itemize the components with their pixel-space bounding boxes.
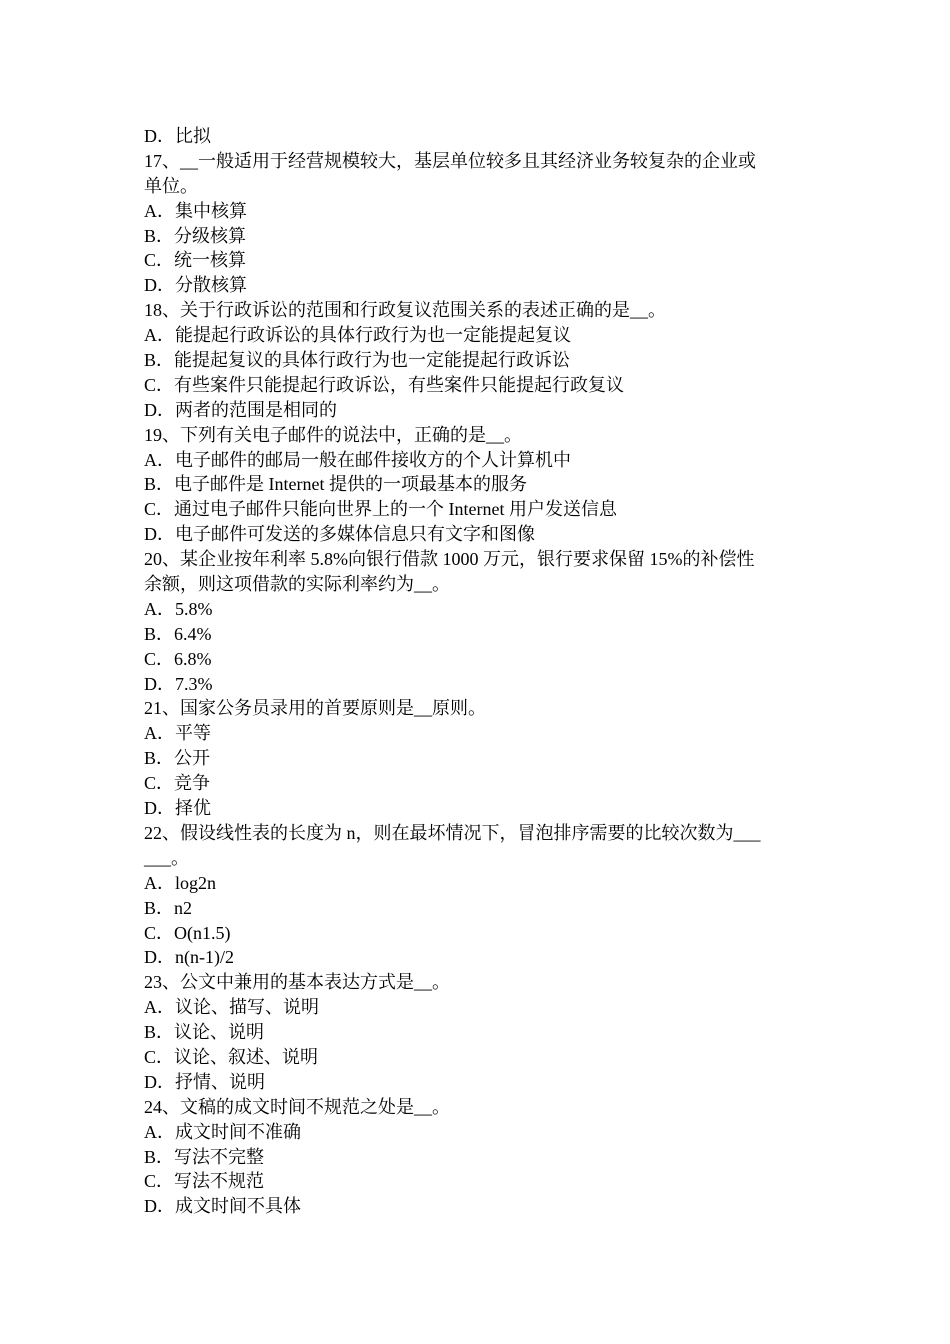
q18-option-c: C．有些案件只能提起行政诉讼，有些案件只能提起行政复议: [144, 374, 625, 395]
q23-option-a: A．议论、描写、说明: [144, 997, 319, 1018]
q17-option-b: B．分级核算: [144, 225, 247, 246]
q24-option-b: B．写法不完整: [144, 1146, 265, 1167]
q18-option-a: A．能提起行政诉讼的具体行政行为也一定能提起复议: [144, 325, 571, 346]
q20-option-a: A．5.8%: [144, 598, 213, 619]
q18-option-b: B．能提起复议的具体行政行为也一定能提起行政诉讼: [144, 350, 571, 371]
q20-option-d: D．7.3%: [144, 673, 213, 694]
question-20: 20、某企业按年利率 5.8%向银行借款 1000 万元，银行要求保留 15%的补偿性: [144, 549, 755, 570]
question-18: 18、关于行政诉讼的范围和行政复议范围关系的表述正确的是__。: [144, 300, 666, 321]
q21-option-a: A．平等: [144, 723, 211, 744]
q22-option-a: A．log2n: [144, 872, 216, 893]
q18-option-d: D．两者的范围是相同的: [144, 399, 337, 420]
question-17-cont: 单位。: [144, 175, 198, 196]
question-23: 23、公文中兼用的基本表达方式是__。: [144, 972, 450, 993]
q23-option-b: B．议论、说明: [144, 1022, 265, 1043]
q24-option-a: A．成文时间不准确: [144, 1121, 301, 1142]
q21-option-b: B．公开: [144, 748, 211, 769]
q17-option-c: C．统一核算: [144, 250, 247, 271]
q21-option-c: C．竞争: [144, 773, 211, 794]
q23-option-c: C．议论、叙述、说明: [144, 1046, 319, 1067]
question-19: 19、下列有关电子邮件的说法中，正确的是__。: [144, 424, 522, 445]
q17-option-d: D．分散核算: [144, 275, 247, 296]
option-d-17prev: D．比拟: [144, 126, 211, 146]
q19-option-c: C．通过电子邮件只能向世界上的一个 Internet 用户发送信息: [144, 499, 617, 520]
q23-option-d: D．抒情、说明: [144, 1071, 265, 1092]
q21-option-d: D．择优: [144, 798, 211, 819]
q19-option-a: A．电子邮件的邮局一般在邮件接收方的个人计算机中: [144, 449, 571, 470]
q20-option-c: C．6.8%: [144, 648, 212, 669]
question-17: 17、__一般适用于经营规模较大，基层单位较多且其经济业务较复杂的企业或: [144, 150, 756, 171]
q22-option-c: C．O(n1.5): [144, 922, 231, 943]
q19-option-d: D．电子邮件可发送的多媒体信息只有文字和图像: [144, 524, 535, 545]
q19-option-b: B．电子邮件是 Internet 提供的一项最基本的服务: [144, 474, 527, 495]
q17-option-a: A．集中核算: [144, 200, 247, 221]
question-22: 22、假设线性表的长度为 n，则在最坏情况下，冒泡排序需要的比较次数为___: [144, 822, 761, 843]
q20-option-b: B．6.4%: [144, 623, 212, 644]
question-24: 24、文稿的成文时间不规范之处是__。: [144, 1096, 450, 1117]
question-20-cont: 余额，则这项借款的实际利率约为__。: [144, 574, 450, 595]
q24-option-c: C．写法不规范: [144, 1171, 265, 1192]
q22-option-b: B．n2: [144, 897, 193, 918]
document-body: [144, 124, 814, 1219]
question-22-cont: ___。: [144, 847, 189, 868]
q22-option-d: D．n(n-1)/2: [144, 947, 234, 968]
q24-option-d: D．成文时间不具体: [144, 1196, 301, 1217]
question-21: 21、国家公务员录用的首要原则是__原则。: [144, 698, 486, 719]
